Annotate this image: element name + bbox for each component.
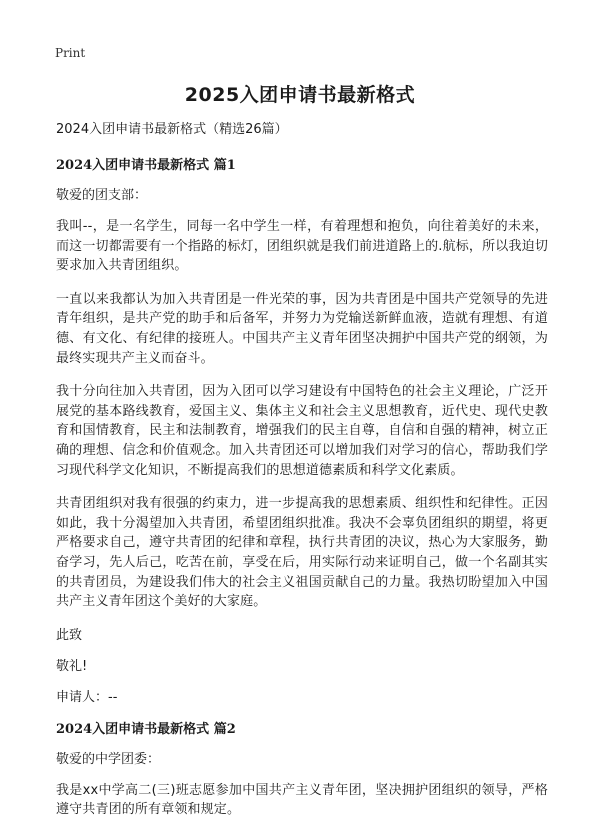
closing-salute: 敬礼! xyxy=(56,658,88,674)
paragraph: 我叫--，是一名学生，同每一名中学生一样，有着理想和抱负，向往着美好的未来，而这一切都需要有一个指路的标灯，团组织就是我们前进道路上的.航标，所以我迫切要求加入共青团组织。 xyxy=(56,219,548,274)
document-body xyxy=(56,120,548,828)
paragraph: 共青团组织对我有很强的约束力，进一步提高我的思想素质、组织性和纪律性。正因如此，我十分渴望加入共青团，希望团组织批准。我决不会辜负团组织的期望，将更严格要求自己，遵守共青团的纪律和章程，执行共青团的决议，热心为大家服务，勤奋学习，先人后己，吃苦在前，享受在后，用实际行动来证明自己，做一个名副其实的共青团员，为建设我们伟大的社会主义祖国贡献自己的力量。我热切盼望加入中国共产主义青年团这个美好的大家庭。 xyxy=(56,496,548,610)
paragraph: 我十分向往加入共青团，因为入团可以学习建设有中国特色的社会主义理论，广泛开展党的基本路线教育，爱国主义、集体主义和社会主义思想教育，近代史、现代史教育和国情教育，民主和法制教育，增强我们的民主自尊，自信和自强的精神，树立正确的理想、信念和价值观念。加入共青团还可以增加我们对学习的信心，帮助我们学习现代科学文化知识，不断提高我们的思想道德素质和科学文化素质。 xyxy=(56,384,548,478)
document-title: 2025入团申请书最新格式 xyxy=(184,84,416,106)
paragraph: 我是xx中学高二(三)班志愿参加中国共产主义青年团，坚决拥护团组织的领导，严格遵守共青团的所有章领和规定。 xyxy=(56,782,548,818)
section-heading: 2024入团申请书最新格式 篇1 xyxy=(56,158,236,173)
salutation: 敬爱的团支部： xyxy=(56,188,148,203)
closing-line: 此致 xyxy=(56,627,83,643)
salutation: 敬爱的中学团委： xyxy=(56,751,161,767)
print-link[interactable]: Print xyxy=(55,46,86,60)
section-heading: 2024入团申请书最新格式 篇2 xyxy=(56,721,236,737)
paragraph: 一直以来我都认为加入共青团是一件光荣的事，因为共青团是中国共产党领导的先进青年组织，是共产党的助手和后备军，并努力为党输送新鲜血液，造就有理想、有道德、有文化、有纪律的接班人。中国共产主义青年团坚决拥护中国共产党的纲领，为最终实现共产主义而奋斗。 xyxy=(56,291,548,366)
signature: 申请人：-- xyxy=(56,689,118,705)
document-subtitle: 2024入团申请书最新格式（精选26篇） xyxy=(56,122,288,137)
